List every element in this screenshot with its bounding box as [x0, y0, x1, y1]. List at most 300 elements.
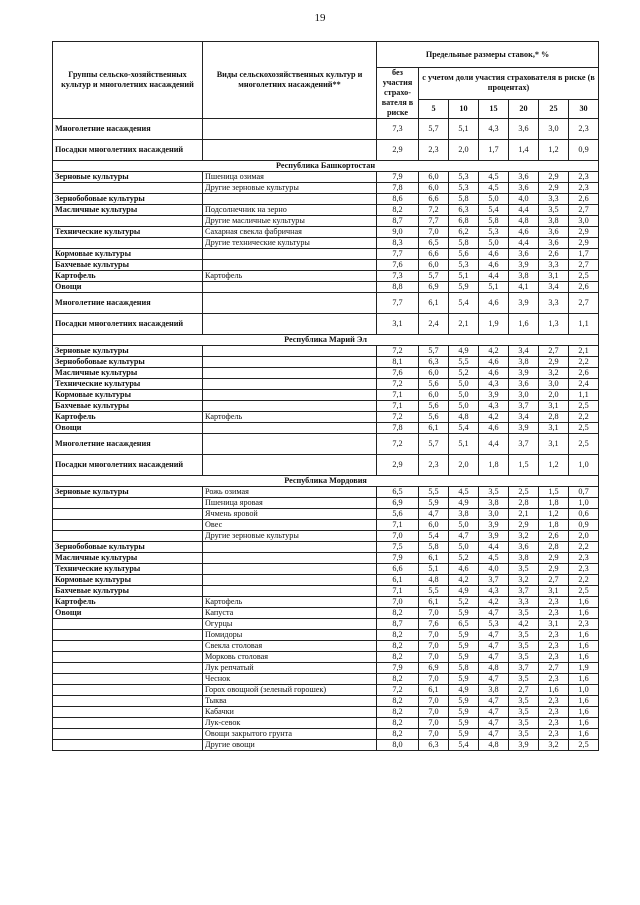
rate-share-15-cell: 3,9 [479, 520, 509, 531]
rate-without-share-cell: 8,2 [377, 630, 419, 641]
crop-type-cell: Морковь столовая [203, 652, 377, 663]
rate-share-5-cell: 5,6 [419, 412, 449, 423]
rate-share-30-cell: 1,0 [569, 455, 599, 476]
rate-share-30-cell: 2,7 [569, 293, 599, 314]
rate-share-10-cell: 5,4 [449, 293, 479, 314]
rate-share-10-cell: 2,1 [449, 314, 479, 335]
rate-share-15-cell: 4,7 [479, 641, 509, 652]
rate-share-30-cell: 3,0 [569, 216, 599, 227]
rate-without-share-cell: 8,7 [377, 216, 419, 227]
table-row [53, 608, 599, 619]
rate-share-15-cell: 3,9 [479, 531, 509, 542]
rate-share-5-cell: 6,1 [419, 423, 449, 434]
rate-share-10-cell: 4,9 [449, 498, 479, 509]
rate-share-5-cell: 7,0 [419, 707, 449, 718]
rate-share-15-cell: 4,4 [479, 542, 509, 553]
rate-share-15-cell: 3,8 [479, 685, 509, 696]
rate-share-10-cell: 5,9 [449, 696, 479, 707]
crop-type-cell [203, 249, 377, 260]
table-row [53, 434, 599, 455]
rate-share-20-cell: 3,5 [509, 674, 539, 685]
rate-share-20-cell: 3,6 [509, 172, 539, 183]
crop-group-cell: Технические культуры [53, 379, 203, 390]
rate-without-share-cell: 3,1 [377, 314, 419, 335]
crop-type-cell: Свекла столовая [203, 641, 377, 652]
rate-share-20-cell: 3,9 [509, 740, 539, 751]
rate-share-10-cell: 5,2 [449, 553, 479, 564]
rate-share-10-cell: 6,2 [449, 227, 479, 238]
rate-share-5-cell: 6,3 [419, 357, 449, 368]
rate-share-25-cell: 3,1 [539, 401, 569, 412]
crop-group-cell: Кормовые культуры [53, 390, 203, 401]
rate-share-20-cell: 3,6 [509, 542, 539, 553]
rate-share-30-cell: 1,9 [569, 663, 599, 674]
rate-share-30-cell: 2,6 [569, 282, 599, 293]
crop-group-cell: Масличные культуры [53, 368, 203, 379]
crop-group-cell [53, 729, 203, 740]
rate-share-30-cell: 1,6 [569, 696, 599, 707]
rate-share-20-cell: 3,6 [509, 119, 539, 140]
crop-type-cell: Картофель [203, 412, 377, 423]
crop-type-cell: Лук-севок [203, 718, 377, 729]
rate-share-15-cell: 4,5 [479, 553, 509, 564]
crop-group-cell: Бахчевые культуры [53, 401, 203, 412]
crop-group-cell: Посадки многолетних насаждений [53, 314, 203, 335]
table-row [53, 696, 599, 707]
rate-share-10-cell: 5,9 [449, 729, 479, 740]
rate-share-30-cell: 2,6 [569, 194, 599, 205]
region-name: Республика Башкортостан [53, 161, 599, 172]
header-with-share: с учетом доли участия страхователя в риске (в процентах) [419, 68, 599, 100]
rate-without-share-cell: 8,8 [377, 282, 419, 293]
rate-share-25-cell: 1,5 [539, 487, 569, 498]
rate-share-15-cell: 4,7 [479, 729, 509, 740]
rate-share-20-cell: 3,0 [509, 390, 539, 401]
rate-share-30-cell: 2,3 [569, 619, 599, 630]
crop-group-cell: Овощи [53, 423, 203, 434]
rate-share-20-cell: 2,1 [509, 509, 539, 520]
rate-without-share-cell: 7,8 [377, 183, 419, 194]
table-row [53, 630, 599, 641]
rate-share-20-cell: 3,5 [509, 564, 539, 575]
crop-type-cell: Другие технические культуры [203, 238, 377, 249]
crop-type-cell [203, 260, 377, 271]
rate-share-10-cell: 5,0 [449, 390, 479, 401]
rate-share-25-cell: 3,1 [539, 619, 569, 630]
rate-share-10-cell: 4,9 [449, 685, 479, 696]
rate-share-15-cell: 3,9 [479, 390, 509, 401]
crop-type-cell [203, 575, 377, 586]
crop-group-cell: Овощи [53, 282, 203, 293]
rate-share-10-cell: 5,3 [449, 260, 479, 271]
rate-share-25-cell: 3,6 [539, 227, 569, 238]
table-row [53, 498, 599, 509]
table-row [53, 674, 599, 685]
crop-group-cell: Зерновые культуры [53, 346, 203, 357]
rate-share-5-cell: 6,1 [419, 597, 449, 608]
rate-share-15-cell: 4,5 [479, 183, 509, 194]
crop-group-cell: Многолетние насаждения [53, 119, 203, 140]
rate-share-10-cell: 5,9 [449, 641, 479, 652]
header-without-share: без участия страхо-вателя в риске [377, 68, 419, 119]
rate-without-share-cell: 7,2 [377, 685, 419, 696]
header-crop-group: Группы сельско-хозяйственных культур и многолетних насаждений [53, 42, 203, 119]
rate-share-20-cell: 3,5 [509, 718, 539, 729]
rate-share-25-cell: 2,3 [539, 608, 569, 619]
rate-share-25-cell: 1,8 [539, 498, 569, 509]
rate-share-5-cell: 7,0 [419, 641, 449, 652]
rate-share-20-cell: 3,4 [509, 412, 539, 423]
rate-share-5-cell: 7,7 [419, 216, 449, 227]
rate-share-10-cell: 5,1 [449, 434, 479, 455]
rate-without-share-cell: 7,2 [377, 412, 419, 423]
rate-share-20-cell: 1,5 [509, 455, 539, 476]
rate-share-15-cell: 5,1 [479, 282, 509, 293]
table-row [53, 401, 599, 412]
rate-share-10-cell: 2,0 [449, 140, 479, 161]
rate-share-30-cell: 2,6 [569, 368, 599, 379]
rate-share-5-cell: 6,0 [419, 390, 449, 401]
crop-type-cell: Кабачки [203, 707, 377, 718]
rate-without-share-cell: 8,2 [377, 205, 419, 216]
rate-without-share-cell: 8,7 [377, 619, 419, 630]
rate-without-share-cell: 7,2 [377, 434, 419, 455]
rate-share-30-cell: 2,7 [569, 260, 599, 271]
crop-group-cell [53, 216, 203, 227]
rate-share-25-cell: 2,7 [539, 346, 569, 357]
rate-share-10-cell: 4,9 [449, 586, 479, 597]
table-header [53, 42, 599, 119]
rate-without-share-cell: 7,2 [377, 379, 419, 390]
rate-share-30-cell: 0,7 [569, 487, 599, 498]
crop-group-cell [53, 707, 203, 718]
rate-share-15-cell: 4,3 [479, 401, 509, 412]
crop-type-cell: Другие зерновые культуры [203, 183, 377, 194]
table-row [53, 586, 599, 597]
rate-share-25-cell: 3,3 [539, 194, 569, 205]
rate-share-10-cell: 5,8 [449, 663, 479, 674]
rate-share-25-cell: 2,9 [539, 357, 569, 368]
rate-share-20-cell: 3,5 [509, 652, 539, 663]
rate-share-25-cell: 3,0 [539, 379, 569, 390]
crop-type-cell: Сахарная свекла фабричная [203, 227, 377, 238]
rate-share-20-cell: 4,2 [509, 619, 539, 630]
rate-share-5-cell: 7,0 [419, 718, 449, 729]
crop-group-cell: Посадки многолетних насаждений [53, 140, 203, 161]
crop-type-cell [203, 455, 377, 476]
table-body [53, 119, 599, 751]
rate-share-30-cell: 1,1 [569, 314, 599, 335]
rate-share-25-cell: 3,8 [539, 216, 569, 227]
rate-share-15-cell: 4,3 [479, 379, 509, 390]
rate-share-25-cell: 2,8 [539, 412, 569, 423]
crop-type-cell: Огурцы [203, 619, 377, 630]
rate-share-5-cell: 5,1 [419, 564, 449, 575]
rate-share-15-cell: 4,3 [479, 119, 509, 140]
rate-without-share-cell: 7,2 [377, 346, 419, 357]
rate-share-25-cell: 1,6 [539, 685, 569, 696]
crop-type-cell [203, 368, 377, 379]
crop-type-cell: Подсолнечник на зерно [203, 205, 377, 216]
rate-share-5-cell: 2,4 [419, 314, 449, 335]
rate-without-share-cell: 7,9 [377, 172, 419, 183]
table-row [53, 260, 599, 271]
rate-share-15-cell: 4,6 [479, 249, 509, 260]
rate-without-share-cell: 7,9 [377, 553, 419, 564]
table-row [53, 652, 599, 663]
rate-without-share-cell: 8,2 [377, 641, 419, 652]
rate-share-10-cell: 5,2 [449, 597, 479, 608]
rate-share-10-cell: 5,4 [449, 740, 479, 751]
crop-type-cell: Лук репчатый [203, 663, 377, 674]
rate-share-5-cell: 6,0 [419, 368, 449, 379]
crop-type-cell [203, 586, 377, 597]
crop-type-cell [203, 194, 377, 205]
crop-group-cell: Масличные культуры [53, 553, 203, 564]
table-row [53, 357, 599, 368]
rate-share-5-cell: 5,6 [419, 379, 449, 390]
rate-without-share-cell: 7,1 [377, 390, 419, 401]
crop-group-cell: Картофель [53, 271, 203, 282]
crop-group-cell [53, 652, 203, 663]
rate-share-10-cell: 5,9 [449, 282, 479, 293]
table-row [53, 227, 599, 238]
crop-group-cell: Технические культуры [53, 564, 203, 575]
rate-share-10-cell: 5,4 [449, 423, 479, 434]
rate-without-share-cell: 7,7 [377, 293, 419, 314]
rate-share-15-cell: 4,7 [479, 718, 509, 729]
crop-type-cell: Картофель [203, 597, 377, 608]
rate-share-30-cell: 1,6 [569, 597, 599, 608]
table-row [53, 553, 599, 564]
rate-share-10-cell: 5,0 [449, 520, 479, 531]
crop-type-cell: Другие масличные культуры [203, 216, 377, 227]
rate-share-20-cell: 4,4 [509, 238, 539, 249]
rate-share-20-cell: 2,9 [509, 520, 539, 531]
rate-share-10-cell: 5,9 [449, 608, 479, 619]
rate-share-25-cell: 3,1 [539, 423, 569, 434]
rate-share-30-cell: 2,3 [569, 183, 599, 194]
rate-share-15-cell: 4,4 [479, 271, 509, 282]
crop-group-cell: Технические культуры [53, 227, 203, 238]
crop-group-cell [53, 238, 203, 249]
rate-share-20-cell: 3,9 [509, 293, 539, 314]
rate-share-15-cell: 4,4 [479, 434, 509, 455]
crop-group-cell [53, 685, 203, 696]
rate-share-5-cell: 5,6 [419, 401, 449, 412]
rate-share-20-cell: 4,6 [509, 227, 539, 238]
rate-share-25-cell: 2,3 [539, 674, 569, 685]
rate-without-share-cell: 7,0 [377, 597, 419, 608]
table-row [53, 346, 599, 357]
rate-share-25-cell: 2,3 [539, 696, 569, 707]
rate-share-25-cell: 1,2 [539, 455, 569, 476]
rate-share-5-cell: 7,0 [419, 729, 449, 740]
rate-share-5-cell: 7,0 [419, 696, 449, 707]
rate-share-20-cell: 3,7 [509, 401, 539, 412]
rate-share-25-cell: 2,3 [539, 652, 569, 663]
table-row [53, 641, 599, 652]
rate-share-5-cell: 5,8 [419, 542, 449, 553]
rate-share-30-cell: 1,6 [569, 652, 599, 663]
crop-type-cell [203, 379, 377, 390]
rate-share-10-cell: 3,8 [449, 509, 479, 520]
region-row [53, 335, 599, 346]
rate-share-25-cell: 3,0 [539, 119, 569, 140]
rate-share-20-cell: 3,9 [509, 260, 539, 271]
rate-share-25-cell: 2,9 [539, 172, 569, 183]
crop-type-cell: Другие овощи [203, 740, 377, 751]
crop-group-cell [53, 663, 203, 674]
crop-group-cell: Зернобобовые культуры [53, 194, 203, 205]
rate-share-20-cell: 3,7 [509, 586, 539, 597]
rate-share-30-cell: 2,5 [569, 434, 599, 455]
rate-share-5-cell: 7,6 [419, 619, 449, 630]
header-share-20: 20 [509, 99, 539, 118]
crop-group-cell: Бахчевые культуры [53, 586, 203, 597]
rate-share-25-cell: 3,3 [539, 293, 569, 314]
rate-share-20-cell: 2,8 [509, 498, 539, 509]
rate-share-10-cell: 5,8 [449, 194, 479, 205]
table-row [53, 707, 599, 718]
table-row [53, 520, 599, 531]
rate-share-25-cell: 2,9 [539, 564, 569, 575]
rate-share-30-cell: 2,2 [569, 542, 599, 553]
rate-share-20-cell: 3,9 [509, 423, 539, 434]
rate-share-10-cell: 5,0 [449, 379, 479, 390]
table-row [53, 455, 599, 476]
rate-share-5-cell: 6,6 [419, 194, 449, 205]
crop-type-cell [203, 140, 377, 161]
rate-share-10-cell: 5,0 [449, 401, 479, 412]
rate-share-10-cell: 5,8 [449, 238, 479, 249]
rate-share-5-cell: 6,1 [419, 293, 449, 314]
crop-type-cell [203, 357, 377, 368]
rate-share-5-cell: 5,4 [419, 531, 449, 542]
rate-share-25-cell: 2,3 [539, 630, 569, 641]
rate-without-share-cell: 8,2 [377, 608, 419, 619]
crop-type-cell: Пшеница яровая [203, 498, 377, 509]
crop-type-cell: Пшеница озимая [203, 172, 377, 183]
rate-share-25-cell: 2,0 [539, 390, 569, 401]
rate-share-30-cell: 1,1 [569, 390, 599, 401]
rate-share-15-cell: 5,0 [479, 238, 509, 249]
rate-share-5-cell: 4,7 [419, 509, 449, 520]
rate-share-30-cell: 2,2 [569, 357, 599, 368]
rate-share-25-cell: 3,3 [539, 260, 569, 271]
crop-group-cell: Картофель [53, 412, 203, 423]
crop-group-cell [53, 740, 203, 751]
crop-type-cell [203, 542, 377, 553]
rate-share-10-cell: 5,3 [449, 183, 479, 194]
rate-share-20-cell: 2,7 [509, 685, 539, 696]
rate-share-10-cell: 4,5 [449, 487, 479, 498]
rate-share-25-cell: 1,2 [539, 140, 569, 161]
rate-share-15-cell: 4,6 [479, 260, 509, 271]
rate-share-25-cell: 1,3 [539, 314, 569, 335]
crop-group-cell [53, 509, 203, 520]
crop-type-cell: Картофель [203, 271, 377, 282]
rate-without-share-cell: 6,6 [377, 564, 419, 575]
crop-group-cell [53, 520, 203, 531]
rate-share-5-cell: 7,0 [419, 608, 449, 619]
rate-without-share-cell: 7,5 [377, 542, 419, 553]
rate-share-10-cell: 5,2 [449, 368, 479, 379]
rate-share-20-cell: 3,2 [509, 531, 539, 542]
rate-without-share-cell: 8,2 [377, 674, 419, 685]
rate-share-30-cell: 2,5 [569, 586, 599, 597]
rate-without-share-cell: 2,9 [377, 140, 419, 161]
crop-type-cell [203, 553, 377, 564]
rate-share-15-cell: 3,8 [479, 498, 509, 509]
rate-share-20-cell: 4,8 [509, 216, 539, 227]
rate-share-30-cell: 1,6 [569, 674, 599, 685]
crop-group-cell [53, 531, 203, 542]
rate-share-20-cell: 3,8 [509, 357, 539, 368]
rate-share-10-cell: 5,0 [449, 542, 479, 553]
crop-type-cell [203, 119, 377, 140]
rate-share-25-cell: 3,2 [539, 368, 569, 379]
table-row [53, 740, 599, 751]
rate-share-10-cell: 4,7 [449, 531, 479, 542]
rate-share-25-cell: 3,6 [539, 238, 569, 249]
rate-share-25-cell: 2,9 [539, 183, 569, 194]
rate-share-5-cell: 7,0 [419, 652, 449, 663]
rate-share-10-cell: 4,2 [449, 575, 479, 586]
rate-share-15-cell: 4,0 [479, 564, 509, 575]
rate-share-20-cell: 3,6 [509, 379, 539, 390]
rate-share-10-cell: 6,8 [449, 216, 479, 227]
rate-share-20-cell: 3,7 [509, 663, 539, 674]
table-row [53, 183, 599, 194]
rate-share-5-cell: 2,3 [419, 455, 449, 476]
crop-type-cell [203, 564, 377, 575]
rate-share-30-cell: 2,5 [569, 740, 599, 751]
rate-share-20-cell: 1,6 [509, 314, 539, 335]
crop-group-cell: Кормовые культуры [53, 249, 203, 260]
header-share-15: 15 [479, 99, 509, 118]
crop-group-cell [53, 696, 203, 707]
crop-type-cell [203, 293, 377, 314]
table-row [53, 663, 599, 674]
rate-share-30-cell: 0,9 [569, 520, 599, 531]
rate-share-25-cell: 2,7 [539, 575, 569, 586]
rate-share-25-cell: 1,2 [539, 509, 569, 520]
crop-group-cell [53, 619, 203, 630]
rate-without-share-cell: 6,5 [377, 487, 419, 498]
rate-without-share-cell: 7,8 [377, 423, 419, 434]
rate-share-20-cell: 2,5 [509, 487, 539, 498]
rate-share-30-cell: 1,6 [569, 729, 599, 740]
crop-group-cell: Масличные культуры [53, 205, 203, 216]
crop-group-cell [53, 674, 203, 685]
rate-share-20-cell: 3,6 [509, 183, 539, 194]
rate-without-share-cell: 7,3 [377, 119, 419, 140]
rate-share-20-cell: 3,3 [509, 597, 539, 608]
crop-group-cell: Зерновые культуры [53, 172, 203, 183]
rate-without-share-cell: 9,0 [377, 227, 419, 238]
rate-share-25-cell: 2,8 [539, 542, 569, 553]
crop-group-cell [53, 183, 203, 194]
rate-share-15-cell: 4,7 [479, 608, 509, 619]
rate-share-15-cell: 1,9 [479, 314, 509, 335]
rate-without-share-cell: 7,0 [377, 531, 419, 542]
rate-share-20-cell: 1,4 [509, 140, 539, 161]
rate-share-15-cell: 4,6 [479, 368, 509, 379]
crop-group-cell: Многолетние насаждения [53, 293, 203, 314]
rate-share-5-cell: 5,9 [419, 498, 449, 509]
table-row [53, 293, 599, 314]
